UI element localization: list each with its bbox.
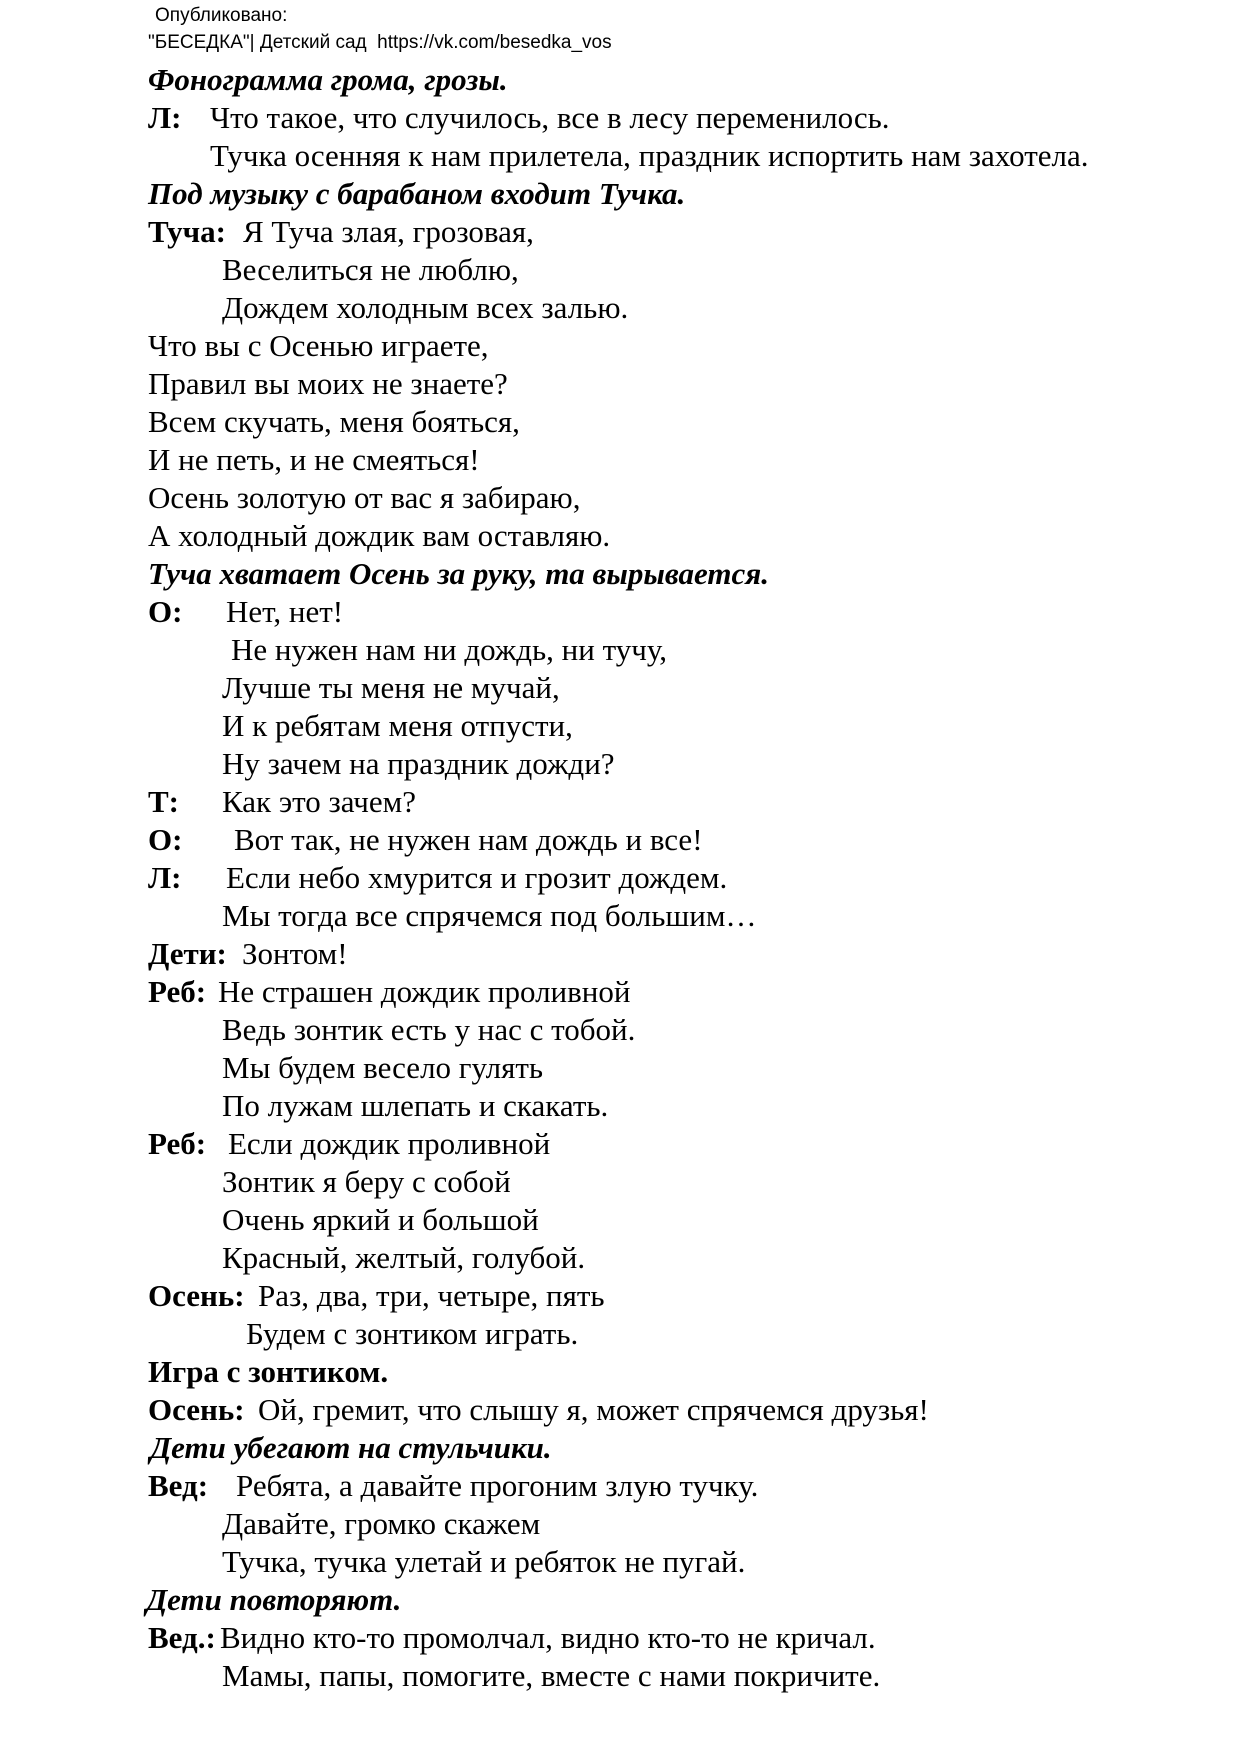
line-text: Очень яркий и большой: [222, 1202, 539, 1237]
line-text: Лучше ты меня не мучай,: [222, 670, 560, 705]
line-text: Дождем холодным всех залью.: [222, 290, 629, 325]
line-text: Будем с зонтиком играть.: [246, 1316, 579, 1351]
line-text: Видно кто-то промолчал, видно кто-то не кричал.: [220, 1620, 876, 1655]
speaker-label: Осень:: [148, 1278, 245, 1313]
line-text: Осень золотую от вас я забираю,: [148, 480, 581, 515]
line-text: Веселиться не люблю,: [222, 252, 519, 287]
line-text: Не нужен нам ни дождь, ни тучу,: [231, 632, 667, 667]
line-text: Что такое, что случилось, все в лесу переменилось.: [210, 100, 890, 135]
line-text: И не петь, и не смеяться!: [148, 442, 480, 477]
line-text: Ой, гремит, что слышу я, может спрячемся друзья!: [258, 1392, 929, 1427]
speaker-label: О:: [148, 594, 183, 629]
line-text: Ребята, а давайте прогоним злую тучку.: [236, 1468, 759, 1503]
stage-direction: Фонограмма грома, грозы.: [148, 62, 508, 97]
line-text: Всем скучать, меня бояться,: [148, 404, 520, 439]
line-text: Давайте, громко скажем: [222, 1506, 541, 1541]
speaker-label: Т:: [148, 784, 179, 819]
speaker-label: Дети:: [148, 936, 227, 971]
stage-direction: Под музыку с барабаном входит Тучка.: [148, 176, 686, 211]
speaker-label: О:: [148, 822, 183, 857]
line-text: Правил вы моих не знаете?: [148, 366, 508, 401]
game-heading: Игра с зонтиком.: [148, 1354, 389, 1389]
speaker-label: Туча:: [148, 214, 226, 249]
line-text: Как это зачем?: [222, 784, 417, 819]
speaker-label: Вед:: [148, 1468, 209, 1503]
line-text: А холодный дождик вам оставляю.: [148, 518, 611, 553]
line-text: Мы тогда все спрячемся под большим…: [222, 898, 757, 933]
line-text: Зонтом!: [242, 936, 348, 971]
speaker-label: Л:: [148, 100, 182, 135]
speaker-label: Осень:: [148, 1392, 245, 1427]
line-text: Раз, два, три, четыре, пять: [258, 1278, 605, 1313]
line-text: Не страшен дождик проливной: [218, 974, 631, 1009]
published-label: Опубликовано:: [155, 5, 288, 26]
line-text: Я Туча злая, грозовая,: [243, 214, 534, 249]
line-text: Если дождик проливной: [228, 1126, 551, 1161]
stage-direction: Дети убегают на стульчики.: [150, 1430, 552, 1465]
line-text: Ведь зонтик есть у нас с тобой.: [222, 1012, 636, 1047]
speaker-label: Вед.:: [148, 1620, 216, 1655]
line-text: Ну зачем на праздник дожди?: [222, 746, 615, 781]
line-text: Вот так, не нужен нам дождь и все!: [234, 822, 703, 857]
line-text: Тучка, тучка улетай и ребяток не пугай.: [222, 1544, 746, 1579]
source-line: "БЕСЕДКА"| Детский сад https://vk.com/besedka_vos: [148, 32, 612, 53]
line-text: Мы будем весело гулять: [222, 1050, 544, 1085]
stage-direction: Дети повторяют.: [146, 1582, 402, 1617]
line-text: Что вы с Осенью играете,: [148, 328, 489, 363]
line-text: Если небо хмурится и грозит дождем.: [226, 860, 728, 895]
line-text: Красный, желтый, голубой.: [222, 1240, 586, 1275]
speaker-label: Реб:: [148, 1126, 207, 1161]
line-text: Мамы, папы, помогите, вместе с нами покричите.: [222, 1658, 881, 1693]
speaker-label: Реб:: [148, 974, 207, 1009]
line-text: По лужам шлепать и скакать.: [222, 1088, 609, 1123]
line-text: Зонтик я беру с собой: [222, 1164, 511, 1199]
line-text: И к ребятам меня отпусти,: [222, 708, 573, 743]
line-text: Тучка осенняя к нам прилетела, праздник испортить нам захотела.: [210, 138, 1089, 173]
stage-direction: Туча хватает Осень за руку, та вырывается.: [148, 556, 769, 591]
speaker-label: Л:: [148, 860, 182, 895]
line-text: Нет, нет!: [226, 594, 344, 629]
